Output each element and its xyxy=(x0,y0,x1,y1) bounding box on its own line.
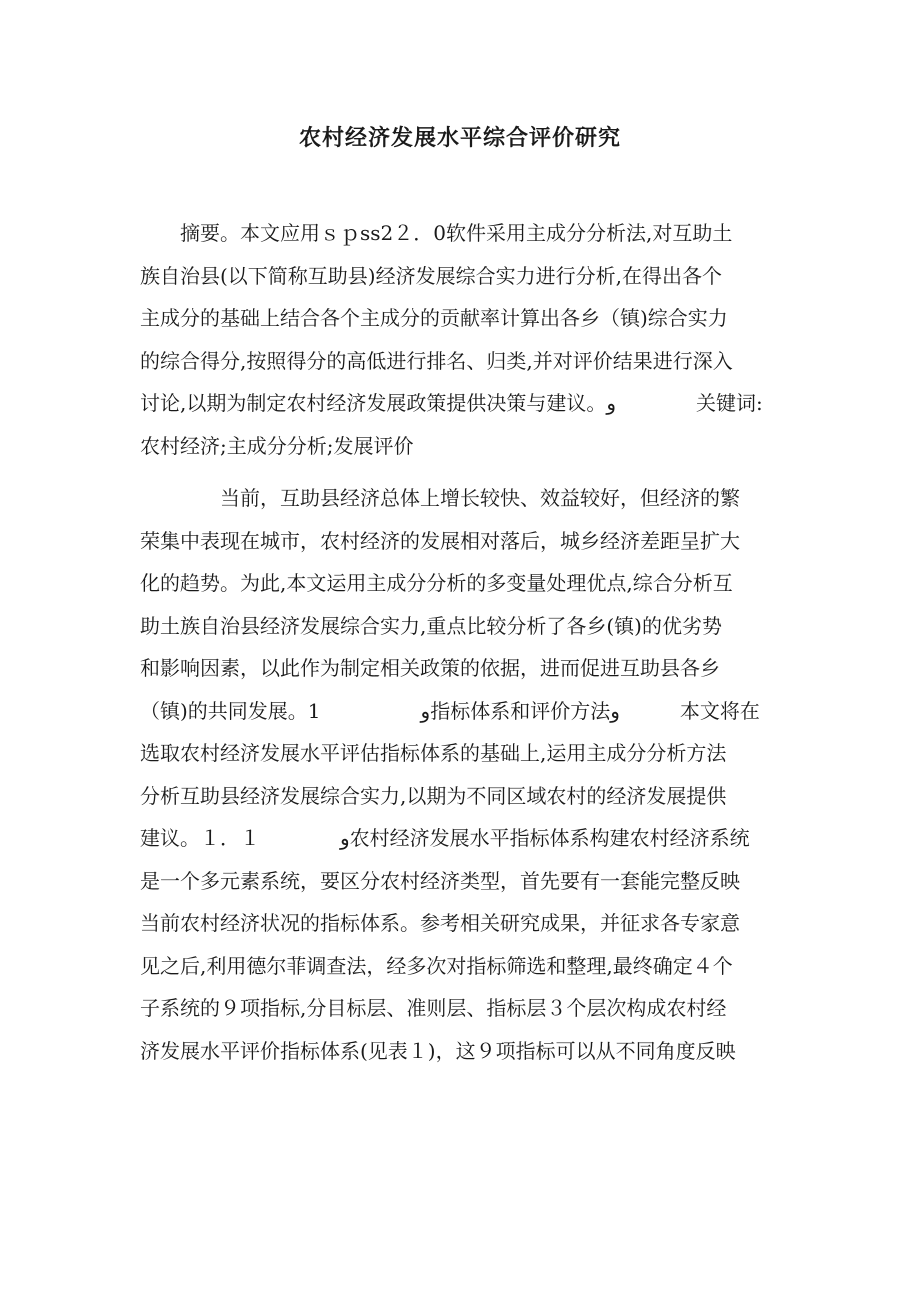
text-line: 族自治县(以下简称互助县)经济发展综合实力进行分析,在得出各个 xyxy=(140,263,722,288)
text-line: 摘要。本文应用ｓｐss2２．0软件采用主成分分析法,对互助土 xyxy=(140,221,733,245)
text-line: 子系统的９项指标,分目标层、准则层、指标层３个层次构成农村经 xyxy=(140,996,727,1020)
text-line: 建议。１．１ و农村经济发展水平指标体系构建农村经济系统 xyxy=(140,826,750,850)
document-body xyxy=(140,212,785,1072)
text-line: （镇)的共同发展。1 و指标体系和评价方法و 本文将在 xyxy=(140,698,760,723)
text-line: 济发展水平评价指标体系(见表１)，这９项指标可以从不同角度反映 xyxy=(140,1038,736,1063)
text-line: 当前农村经济状况的指标体系。参考相关研究成果，并征求各专家意 xyxy=(140,911,740,935)
text-line: 当前，互助县经济总体上增长较快、效益较好，但经济的繁 xyxy=(140,486,740,510)
text-line: 和影响因素，以此作为制定相关政策的依据，进而促进互助县各乡 xyxy=(140,656,720,680)
text-line: 见之后,利用德尔菲调查法，经多次对指标筛选和整理,最终确定４个 xyxy=(140,953,733,978)
text-line: 化的趋势。为此,本文运用主成分分析的多变量处理优点,综合分析互 xyxy=(140,571,733,595)
text-line: 讨论,以期为制定农村经济发展政策提供决策与建议。و 关键词: xyxy=(140,391,763,415)
text-line: 的综合得分,按照得分的高低进行排名、归类,并对评价结果进行深入 xyxy=(140,348,733,373)
text-line: 是一个多元素系统，要区分农村经济类型，首先要有一套能完整反映 xyxy=(140,868,740,893)
text-line: 荣集中表现在城市，农村经济的发展相对落后，城乡经济差距呈扩大 xyxy=(140,528,740,553)
text-line: 农村经济;主成分分析;发展评价 xyxy=(140,433,414,458)
text-line: 主成分的基础上结合各个主成分的贡献率计算出各乡（镇)综合实力 xyxy=(140,306,728,330)
document-title: 农村经济发展水平综合评价研究 xyxy=(298,125,621,151)
text-line: 助土族自治县经济发展综合实力,重点比较分析了各乡(镇)的优劣势 xyxy=(140,613,722,638)
text-line: 分析互助县经济发展综合实力,以期为不同区域农村的经济发展提供 xyxy=(140,783,727,808)
text-line: 选取农村经济发展水平评估指标体系的基础上,运用主成分分析方法 xyxy=(140,741,727,765)
paragraph-gap xyxy=(140,467,785,477)
